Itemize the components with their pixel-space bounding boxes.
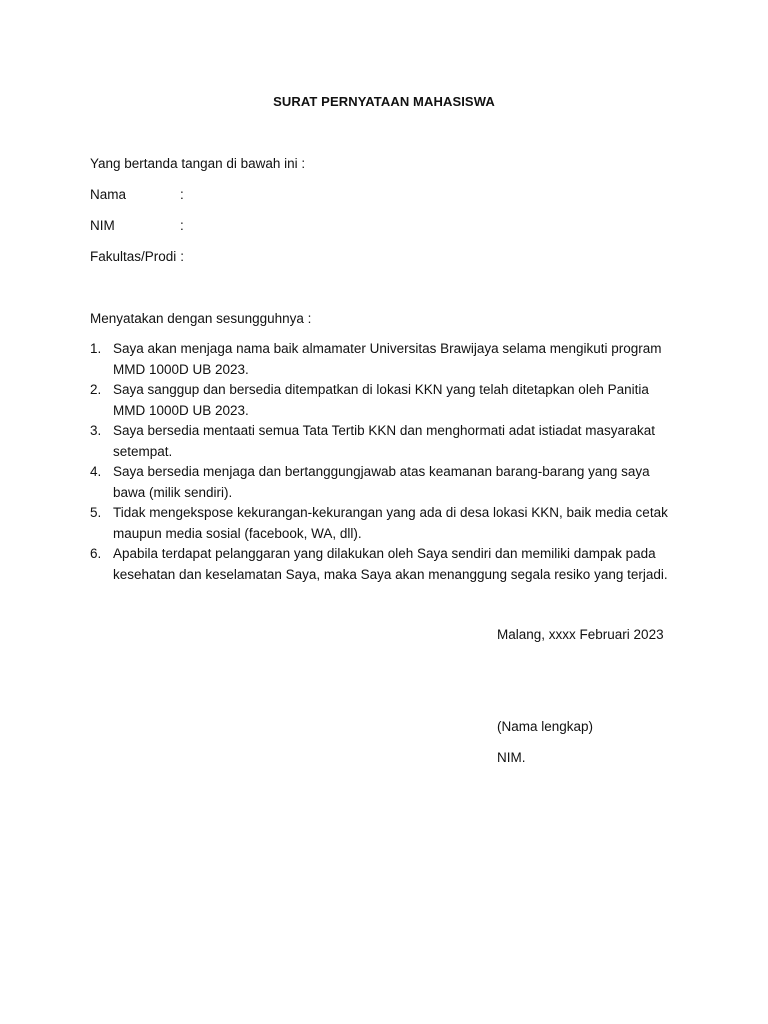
statement-intro: Menyatakan dengan sesungguhnya : <box>90 311 312 326</box>
field-colon: : <box>180 187 184 202</box>
field-colon: : <box>180 249 185 264</box>
field-label: Nama <box>90 187 127 202</box>
list-item <box>90 421 680 462</box>
list-item-text: Saya bersedia mentaati semua Tata Tertib KKN dan menghormati adat istiadat masyarakat setempat. <box>113 423 656 459</box>
statement-list <box>90 339 680 585</box>
signature-nim: NIM. <box>497 750 526 765</box>
list-item <box>90 339 680 380</box>
list-item-text: Tidak mengekspose kekurangan-kekurangan yang ada di desa lokasi KKN, baik media cetak maupun media sosial (facebook, WA, dll). <box>113 505 668 541</box>
intro-text: Yang bertanda tangan di bawah ini : <box>90 156 306 171</box>
list-item-number: 6. <box>90 546 102 561</box>
list-item-number: 5. <box>90 505 102 520</box>
list-item-text: Saya akan menjaga nama baik almamater Universitas Brawijaya selama mengikuti program MMD 1000D UB 2023. <box>113 341 662 377</box>
place-date: Malang, xxxx Februari 2023 <box>497 627 664 642</box>
field-nim <box>90 216 184 236</box>
list-item <box>90 503 680 544</box>
field-nama <box>90 185 184 205</box>
list-item-number: 2. <box>90 382 102 397</box>
list-item <box>90 544 680 585</box>
list-item-number: 1. <box>90 341 102 356</box>
list-item-text: Saya sanggup dan bersedia ditempatkan di lokasi KKN yang telah ditetapkan oleh Panitia MMD 1000D UB 2023. <box>113 382 649 418</box>
signature-name: (Nama lengkap) <box>497 719 594 734</box>
list-item-number: 4. <box>90 464 102 479</box>
field-fakultas-prodi <box>90 247 184 267</box>
document-title: SURAT PERNYATAAN MAHASISWA <box>273 94 495 109</box>
list-item <box>90 462 680 503</box>
list-item <box>90 380 680 421</box>
list-item-text: Saya bersedia menjaga dan bertanggungjawab atas keamanan barang-barang yang saya bawa (milik sendiri). <box>113 464 650 500</box>
list-item-number: 3. <box>90 423 102 438</box>
list-item-text: Apabila terdapat pelanggaran yang dilakukan oleh Saya sendiri dan memiliki dampak pada kesehatan dan keselamatan Saya, maka Saya akan menanggung segala resiko yang terjadi. <box>113 546 668 582</box>
field-label: NIM <box>90 218 115 233</box>
field-colon: : <box>180 218 184 233</box>
field-label: Fakultas/Prodi <box>90 249 177 264</box>
